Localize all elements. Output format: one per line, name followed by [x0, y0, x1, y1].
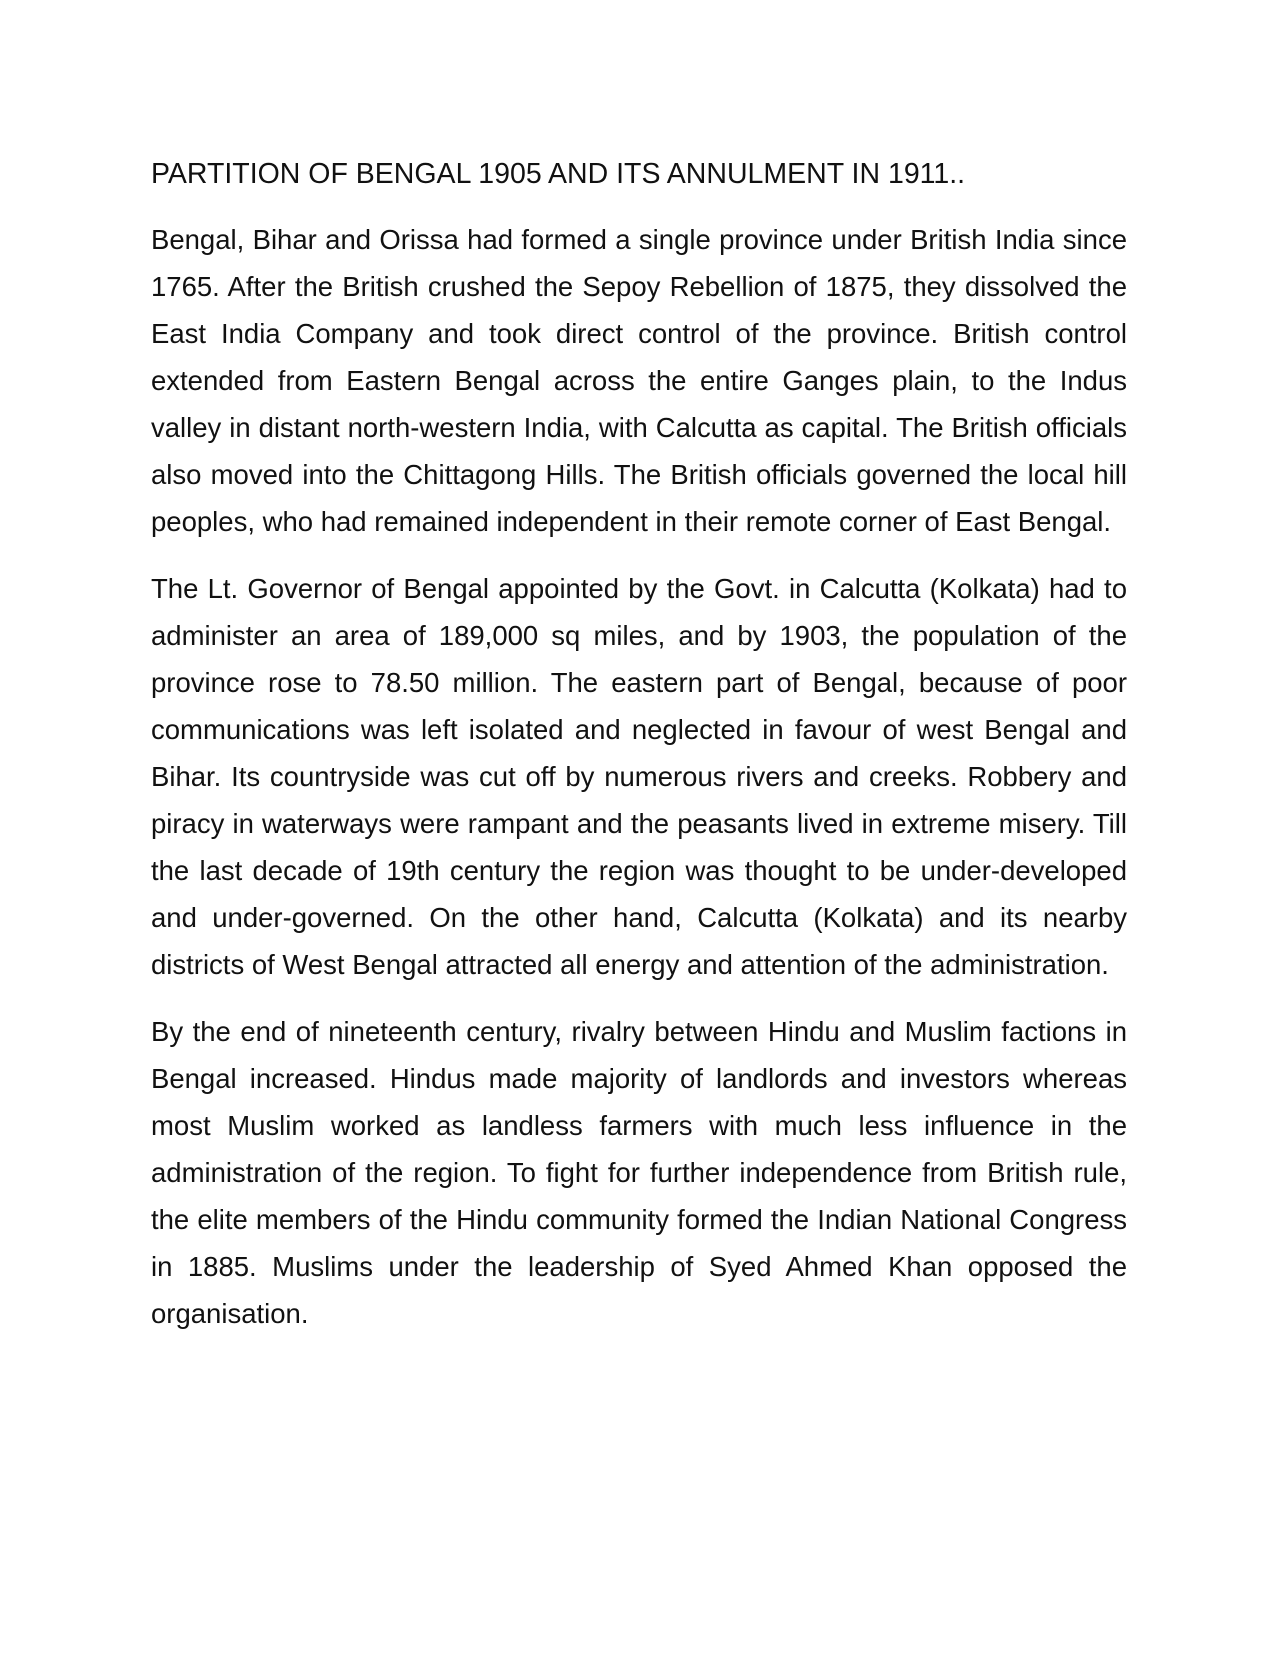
paragraph-3: By the end of nineteenth century, rivalry between Hindu and Muslim factions in Bengal increased. Hindus made majority of landlords and investors whereas most Muslim worked as landless farmers with much less influence in the administration of the region. To fight for further independence from British rule, the elite members of the Hindu community formed the Indian National Congress in 1885. Muslims under the leadership of Syed Ahmed Khan opposed the organisation.	[151, 1016, 1127, 1329]
document-title: PARTITION OF BENGAL 1905 AND ITS ANNULMENT IN 1911..	[151, 158, 966, 190]
paragraph-2: The Lt. Governor of Bengal appointed by the Govt. in Calcutta (Kolkata) had to administer an area of 189,000 sq miles, and by 1903, the population of the province rose to 78.50 million. The eastern part of Bengal, because of poor communications was left isolated and neglected in favour of west Bengal and Bihar. Its countryside was cut off by numerous rivers and creeks. Robbery and piracy in waterways were rampant and the peasants lived in extreme misery. Till the last decade of 19th century the region was thought to be under-developed and under-governed. On the other hand, Calcutta (Kolkata) and its nearby districts of West Bengal attracted all energy and attention of the administration.	[151, 573, 1127, 980]
paragraph-1: Bengal, Bihar and Orissa had formed a single province under British India since 1765. After the British crushed the Sepoy Rebellion of 1875, they dissolved the East India Company and took direct control of the province. British control extended from Eastern Bengal across the entire Ganges plain, to the Indus valley in distant north-western India, with Calcutta as capital. The British officials also moved into the Chittagong Hills. The British officials governed the local hill peoples, who had remained independent in their remote corner of East Bengal.	[151, 224, 1127, 537]
document-body	[151, 152, 1127, 1357]
